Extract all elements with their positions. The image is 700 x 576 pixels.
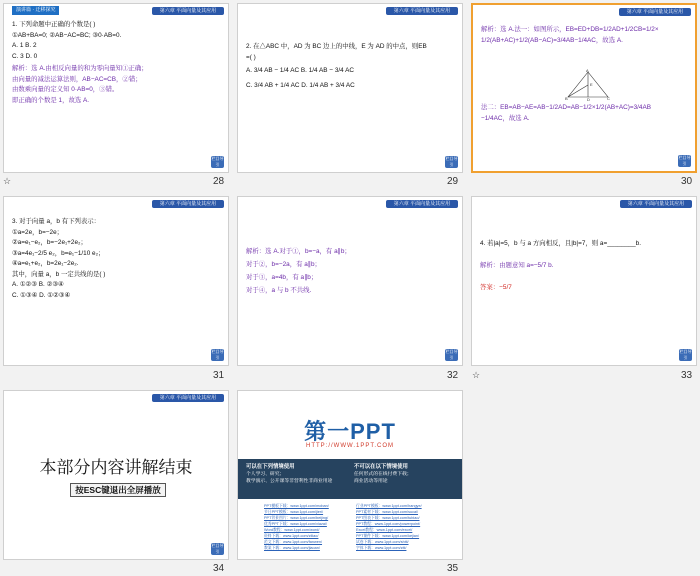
- question-text: [12, 217, 214, 301]
- answer-line: 法二：EB=AB−AE=AB−1/2AD=AB−1/2×1/2(AB+AC)=3/4AB: [481, 104, 651, 111]
- link-item[interactable]: PPT课件下载：www.1ppt.com/kejian/: [356, 534, 420, 538]
- link-item[interactable]: 试卷下载：www.1ppt.com/shiti/: [356, 540, 409, 544]
- chapter-header: 第六章 平面向量及其应用: [386, 7, 458, 15]
- link-item[interactable]: PPT素材下载：www.1ppt.com/sucai/: [356, 510, 419, 514]
- slide-number: 31: [213, 370, 225, 381]
- slide-number: 33: [681, 370, 693, 381]
- vertex-label: E: [590, 82, 593, 87]
- question-line: ③a=4e₁−2/5 e₂，b=e₁−1/10 e₂；: [12, 249, 105, 257]
- slide-number: 32: [447, 370, 459, 381]
- link-item[interactable]: 字体下载：www.1ppt.com/ziti/: [356, 546, 407, 550]
- slide-number: 34: [213, 563, 225, 574]
- slide-number: 28: [213, 176, 225, 187]
- answer-text: [480, 261, 682, 272]
- nav-corner-button[interactable]: 栏目导引: [211, 156, 224, 167]
- answer-line: 对于④，a 与 b 不共线.: [246, 287, 312, 294]
- usage-panel: [238, 459, 463, 499]
- chapter-header: 第六章 平面向量及其应用: [620, 200, 692, 208]
- nav-corner-button[interactable]: 栏目导引: [445, 156, 458, 167]
- slide-29[interactable]: [237, 3, 463, 173]
- link-item[interactable]: Excel教程：www.1ppt.com/excel/: [356, 528, 413, 532]
- question-line: ①a=2e，b=−2e；: [12, 228, 64, 236]
- slide-number: 35: [447, 563, 459, 574]
- link-item[interactable]: 行业PPT模板：www.1ppt.com/hangye/: [356, 504, 422, 508]
- allowed-item: 教学演示、公开课等非营利性非商业用途: [246, 479, 333, 484]
- question-line: 3. 对于向量 a，b 有下列表示：: [12, 218, 101, 225]
- end-title: 本部分内容讲解结束: [39, 458, 193, 477]
- chapter-header: 第六章 平面向量及其应用: [152, 7, 224, 15]
- link-item[interactable]: PPT教程：www.1ppt.com/powerpoint/: [356, 522, 421, 526]
- vertex-label: A: [586, 69, 589, 73]
- question-text: [12, 20, 214, 62]
- chapter-header: 第六章 平面向量及其应用: [619, 8, 691, 16]
- answer-line: 对于③，a=4b，有 a∥b；: [246, 274, 318, 281]
- allowed-title: 可以在下列情境使用: [246, 464, 295, 470]
- link-item[interactable]: 优秀PPT下载：www.1ppt.com/xiazai/: [264, 522, 327, 526]
- answer-text: [12, 64, 214, 106]
- answer-text: [481, 25, 681, 46]
- answer-text: [481, 103, 681, 124]
- link-list: [356, 503, 422, 551]
- nav-corner-button[interactable]: 栏目导引: [679, 349, 692, 360]
- site-logo: 第一PPT: [304, 419, 396, 444]
- slide-34[interactable]: [3, 390, 229, 560]
- chapter-header: 第六章 平面向量及其应用: [152, 200, 224, 208]
- option-line: A. 3/4 AB − 1/4 AC B. 1/4 AB − 3/4 AC: [246, 67, 354, 74]
- option-line: C. 3 D. 0: [12, 52, 38, 60]
- question-text: [480, 239, 682, 250]
- nav-corner-button[interactable]: 栏目导引: [445, 349, 458, 360]
- slide-31[interactable]: [3, 196, 229, 366]
- option-line: A. ①②③ B. ②③④: [12, 281, 64, 288]
- answer-line: 解析：由题意知 a=−5/7 b.: [480, 262, 554, 269]
- star-icon[interactable]: ☆: [3, 176, 12, 186]
- link-item[interactable]: 节日PPT模板：www.1ppt.com/jieri/: [264, 510, 324, 514]
- link-item[interactable]: PPT背景图片：www.1ppt.com/beijing/: [264, 516, 329, 520]
- link-item[interactable]: 资料下载：www.1ppt.com/ziliao/: [264, 534, 319, 538]
- slide-28[interactable]: [3, 3, 229, 173]
- link-item[interactable]: PPT模板下载：www.1ppt.com/moban/: [264, 504, 329, 508]
- allowed-item: 个人学习、研究；: [246, 472, 285, 477]
- question-line: 4. 若|a|=5，b 与 a 方向相反，且|b|=7，则 a=________b.: [480, 240, 641, 247]
- slide-32[interactable]: [237, 196, 463, 366]
- answer-text: [246, 245, 448, 297]
- triangle-figure: [565, 69, 611, 101]
- question-line: ④a=e₁+e₂，b=2e₁−2e₂.: [12, 260, 79, 267]
- slide-33[interactable]: [471, 196, 697, 366]
- site-url[interactable]: HTTP://WWW.1PPT.COM: [306, 443, 394, 449]
- slide-30[interactable]: [471, 3, 697, 173]
- chapter-header: 第六章 平面向量及其应用: [152, 394, 224, 402]
- forbidden-title: 不可以在以下情境使用: [354, 464, 408, 470]
- vertex-label: C: [607, 96, 610, 101]
- option-line: C. ①③④ D. ①②③④: [12, 291, 71, 299]
- slide-number: 30: [681, 176, 693, 187]
- question-line: =( ): [246, 53, 256, 61]
- answer-line: 1/2(AB+AC)+1/2(AB−AC)=3/4AB−1/4AC，故选 A.: [481, 36, 623, 44]
- question-line: 2. 在△ABC 中，AD 为 BC 边上的中线，E 为 AD 的中点，则EB: [246, 43, 427, 50]
- answer-line: 解析：选 A.由相反向量的和为零向量知①正确；: [12, 65, 148, 72]
- link-item[interactable]: 范文下载：www.1ppt.com/fanwen/: [264, 540, 323, 544]
- option-line: C. 3/4 AB + 1/4 AC D. 1/4 AB + 3/4 AC: [246, 82, 355, 89]
- question-text: [246, 42, 448, 93]
- vertex-label: B: [565, 96, 568, 101]
- answer-result: [480, 283, 682, 294]
- answer-line: 即正确的个数是 1，故选 A.: [12, 96, 90, 104]
- nav-corner-button[interactable]: 栏目导引: [678, 155, 691, 166]
- vertex-label: D: [587, 97, 590, 101]
- answer-line: 由数乘向量的定义知 0·AB=0，③错。: [12, 86, 119, 93]
- option-line: A. 1 B. 2: [12, 42, 37, 49]
- question-line: ①AB+BA=0; ②AB−AC=BC; ③0·AB=0.: [12, 31, 122, 39]
- answer-line: 解析：选 A.对于①，b=−a，有 a∥b；: [246, 248, 351, 255]
- chapter-header: 第六章 平面向量及其应用: [386, 200, 458, 208]
- answer-line: 对于②，b=−2a，有 a∥b；: [246, 261, 321, 268]
- link-list: [264, 503, 329, 551]
- answer-line: −1/4AC，故选 A.: [481, 114, 530, 122]
- slide-35[interactable]: [237, 390, 463, 560]
- slide-number: 29: [447, 176, 459, 187]
- question-line: ②a=e₁−e₂，b=−2e₁+2e₂；: [12, 239, 87, 246]
- question-line: 1. 下列命题中正确的个数是( ): [12, 21, 96, 28]
- link-item[interactable]: Word教程：www.1ppt.com/word/: [264, 528, 320, 532]
- nav-corner-button[interactable]: 栏目导引: [211, 543, 224, 554]
- star-icon[interactable]: ☆: [472, 370, 481, 380]
- section-tag: 演讲篇 · 迁移探究: [12, 6, 59, 15]
- exit-fullscreen-button[interactable]: 按ESC键退出全屏播放: [70, 483, 166, 497]
- link-item[interactable]: PPT图表下载：www.1ppt.com/tubiao/: [356, 516, 420, 520]
- link-item[interactable]: 教案下载：www.1ppt.com/jiaoan/: [264, 546, 320, 550]
- answer-line: 解析：选 A.法一：如图所示，EB=ED+DB=1/2AD+1/2CB=1/2×: [481, 26, 659, 33]
- question-line: 其中，向量 a，b 一定共线的是( ): [12, 270, 106, 278]
- nav-corner-button[interactable]: 栏目导引: [211, 349, 224, 360]
- answer-line: 由向量的减法运算法则，AB−AC=CB，②错；: [12, 75, 142, 83]
- answer-line: 答案：−5/7: [480, 284, 512, 291]
- forbidden-item: 任何形式的在线付费下载；: [354, 472, 412, 477]
- forbidden-item: 商业活动等用途: [354, 479, 388, 484]
